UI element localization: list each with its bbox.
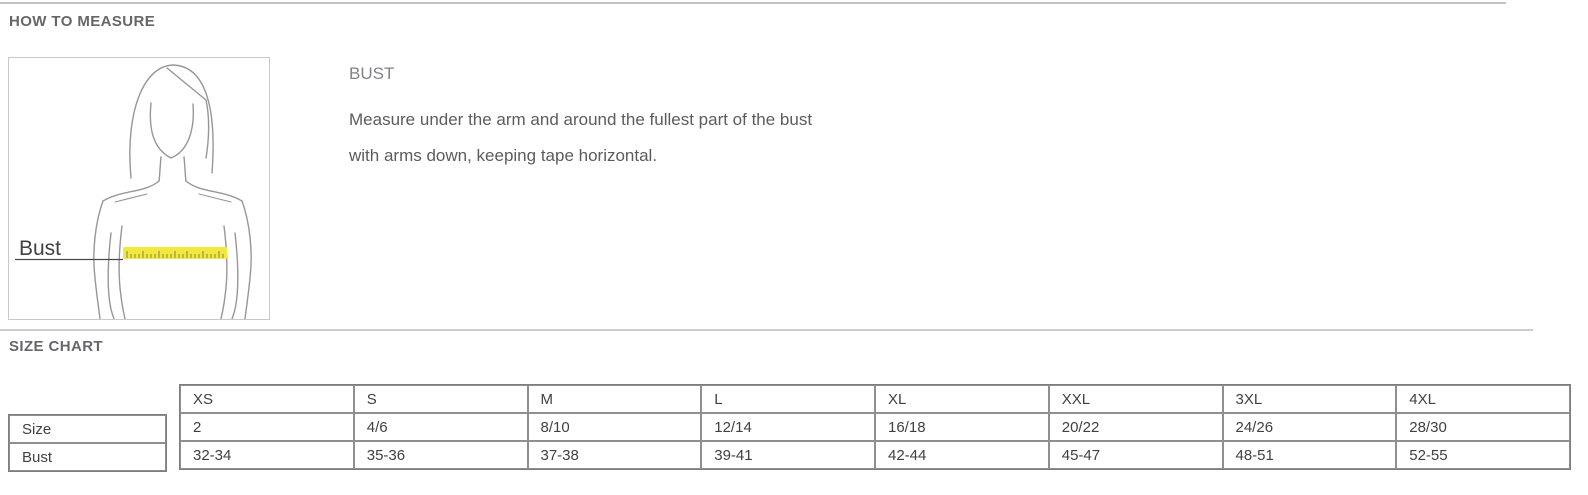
bust-value-cell: 45-47 [1049, 441, 1223, 469]
size-value-cell: 28/30 [1396, 413, 1570, 441]
size-chart-row-labels [8, 414, 167, 472]
column-header-l: L [701, 385, 875, 413]
size-value-cell: 16/18 [875, 413, 1049, 441]
bust-description-line-1: Measure under the arm and around the fullest part of the bust [349, 110, 813, 129]
figure-bust-label: Bust [19, 237, 62, 260]
column-header-xl: XL [875, 385, 1049, 413]
row-label-size: Size [9, 415, 166, 443]
bust-tape-highlight [123, 247, 227, 259]
column-header-3xl: 3XL [1223, 385, 1397, 413]
column-header-s: S [354, 385, 528, 413]
bust-value-cell: 32-34 [180, 441, 354, 469]
column-header-4xl: 4XL [1396, 385, 1570, 413]
table-row [9, 415, 166, 443]
bust-section-title: BUST [349, 64, 395, 83]
bust-description-line-2: with arms down, keeping tape horizontal. [349, 146, 658, 165]
how-to-measure-heading: HOW TO MEASURE [9, 13, 156, 30]
bust-row [180, 441, 1570, 469]
column-header-m: M [528, 385, 702, 413]
size-chart-values [179, 384, 1571, 470]
bust-value-cell: 39-41 [701, 441, 875, 469]
size-value-cell: 20/22 [1049, 413, 1223, 441]
bust-value-cell: 48-51 [1223, 441, 1397, 469]
column-header-xxl: XXL [1049, 385, 1223, 413]
size-chart-heading: SIZE CHART [9, 338, 103, 355]
size-chart [8, 384, 1571, 472]
figure-illustration [9, 58, 269, 319]
size-value-cell: 4/6 [354, 413, 528, 441]
table-row [9, 443, 166, 471]
bust-value-cell: 52-55 [1396, 441, 1570, 469]
size-row [180, 413, 1570, 441]
column-header-xs: XS [180, 385, 354, 413]
size-value-cell: 24/26 [1223, 413, 1397, 441]
size-value-cell: 2 [180, 413, 354, 441]
top-divider [0, 2, 1506, 4]
row-label-bust: Bust [9, 443, 166, 471]
bust-value-cell: 35-36 [354, 441, 528, 469]
bust-value-cell: 42-44 [875, 441, 1049, 469]
size-value-cell: 8/10 [528, 413, 702, 441]
size-value-cell: 12/14 [701, 413, 875, 441]
section-divider [0, 329, 1533, 331]
figure-bust-callout [15, 237, 123, 260]
bust-value-cell: 37-38 [528, 441, 702, 469]
size-chart-header-row [180, 385, 1570, 413]
measurement-figure [8, 57, 270, 320]
measure-instructions [349, 64, 812, 174]
